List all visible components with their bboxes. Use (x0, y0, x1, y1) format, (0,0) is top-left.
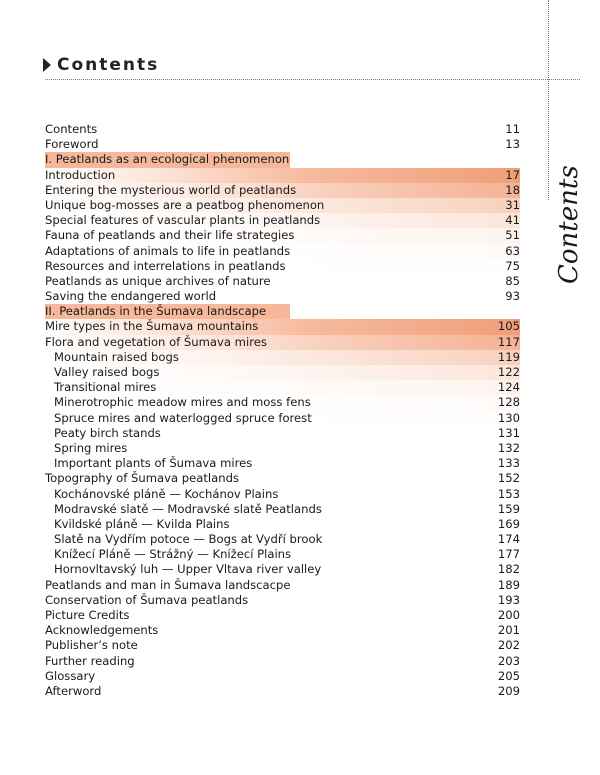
toc-entry-page: 18 (505, 182, 520, 197)
toc-entry-page: 205 (497, 668, 520, 683)
toc-entry-label: Peatlands and man in Šumava landscacpe (45, 577, 291, 592)
side-title: Contents (554, 165, 584, 284)
toc-subentry[interactable] (45, 562, 520, 577)
toc-subentry[interactable] (45, 441, 520, 456)
toc-section-label: II. Peatlands in the Šumava landscape (45, 304, 267, 319)
toc-entry[interactable] (45, 122, 520, 137)
toc-entry-label: Saving the endangered world (45, 289, 217, 304)
toc-entry[interactable] (43, 198, 520, 213)
toc-entry-page: 41 (505, 213, 520, 228)
toc-entry-page: 105 (497, 319, 520, 334)
toc-subentry[interactable] (43, 395, 520, 410)
page-title: Contents (57, 55, 160, 75)
toc-entry[interactable] (45, 578, 520, 593)
toc-subentry[interactable] (45, 487, 520, 502)
toc-entry-page: 75 (505, 258, 520, 273)
toc-entry-label: Glossary (45, 668, 96, 683)
toc-entry[interactable] (43, 228, 520, 243)
toc-entry[interactable] (45, 289, 520, 304)
toc-subentry[interactable] (43, 350, 520, 365)
toc-entry-label: Fauna of peatlands and their life strategies (45, 228, 295, 243)
page-header (43, 55, 159, 75)
toc-entry[interactable] (45, 638, 520, 653)
toc-entry-page: 124 (497, 380, 520, 395)
toc-entry-label: Modravské slatě — Modravské slatě Peatlands (54, 501, 322, 516)
toc-entry-label: Important plants of Šumava mires (54, 456, 253, 471)
toc-section-label: I. Peatlands as an ecological phenomenon (45, 152, 290, 167)
toc-entry-label: Kvildské pláně — Kvilda Plains (54, 516, 230, 531)
table-of-contents (45, 122, 520, 699)
toc-entry-label: Unique bog-mosses are a peatbog phenomenon (45, 197, 325, 212)
toc-entry-label: Spring mires (54, 440, 128, 455)
toc-entry[interactable] (45, 669, 520, 684)
toc-entry-label: Mountain raised bogs (54, 349, 179, 364)
toc-entry-page: 63 (505, 243, 520, 258)
toc-entry-page: 193 (497, 592, 520, 607)
toc-entry-label: Slatě na Vydřím potoce — Bogs at Vydří brook (54, 532, 323, 547)
toc-entry-label: Knížecí Pláně — Strážný — Knížecí Plains (54, 547, 292, 562)
toc-entry-page: 128 (497, 395, 520, 410)
toc-entry-page: 11 (505, 122, 520, 136)
toc-entry-page: 182 (497, 562, 520, 577)
toc-entry[interactable] (45, 137, 520, 152)
toc-entry-page: 13 (505, 137, 520, 152)
toc-entry-page: 122 (497, 365, 520, 379)
toc-subentry[interactable] (45, 502, 520, 517)
vertical-dotted-rule (548, 0, 549, 200)
toc-subentry[interactable] (45, 532, 520, 547)
toc-entry-page: 201 (497, 623, 520, 638)
toc-entry-label: Contents (45, 122, 98, 136)
toc-entry-page: 203 (497, 653, 520, 668)
toc-subentry[interactable] (45, 517, 520, 532)
toc-entry-label: Resources and interrelations in peatlands (45, 258, 286, 273)
toc-entry-page: 174 (497, 532, 520, 547)
toc-entry-page: 202 (497, 638, 520, 653)
triangle-right-icon (43, 58, 51, 72)
toc-entry[interactable] (45, 654, 520, 669)
toc-entry-page: 177 (497, 547, 520, 562)
toc-entry-label: Introduction (45, 167, 116, 182)
toc-entry-page: 152 (497, 471, 520, 486)
toc-entry-label: Kochánovské pláně — Kochánov Plains (54, 486, 279, 501)
toc-entry-page: 17 (505, 167, 520, 182)
toc-entry-page: 132 (497, 440, 520, 455)
toc-entry-label: Entering the mysterious world of peatlands (45, 182, 297, 197)
toc-entry-label: Minerotrophic meadow mires and moss fens (54, 395, 311, 410)
toc-entry-label: Peatlands as unique archives of nature (45, 273, 271, 288)
toc-entry-page: 85 (505, 273, 520, 288)
toc-subentry[interactable] (43, 411, 520, 426)
toc-entry-label: Conservation of Šumava peatlands (45, 592, 249, 607)
toc-entry-page: 153 (497, 486, 520, 501)
toc-subentry[interactable] (43, 365, 520, 380)
toc-entry-page: 209 (497, 683, 520, 698)
header-dotted-rule (45, 79, 580, 80)
toc-entry-label: Topography of Šumava peatlands (45, 471, 239, 486)
toc-entry-label: Flora and vegetation of Šumava mires (45, 334, 267, 349)
toc-entry-label: Mire types in the Šumava mountains (45, 319, 259, 334)
toc-entry-label: Acknowledgements (45, 623, 159, 638)
toc-entry-page: 169 (497, 516, 520, 531)
toc-entry-label: Spruce mires and waterlogged spruce forest (54, 410, 312, 425)
toc-entry[interactable] (43, 244, 520, 259)
toc-section-heading[interactable] (45, 304, 290, 319)
toc-subentry[interactable] (43, 380, 520, 395)
toc-subentry[interactable] (45, 426, 520, 441)
toc-entry-page: 119 (497, 349, 520, 364)
toc-entry[interactable] (43, 213, 520, 228)
toc-entry-page: 130 (497, 410, 520, 425)
toc-entry-label: Transitional mires (54, 380, 157, 395)
toc-entry-page: 31 (505, 197, 520, 212)
toc-entry-page: 117 (497, 334, 520, 349)
toc-subentry[interactable] (45, 547, 520, 562)
toc-entry[interactable] (45, 608, 520, 623)
toc-entry[interactable] (45, 593, 520, 608)
toc-entry-label: Special features of vascular plants in peatlands (45, 213, 321, 228)
toc-entry-page: 189 (497, 577, 520, 592)
toc-entry-page: 93 (505, 289, 520, 304)
toc-entry[interactable] (43, 259, 520, 274)
toc-subentry[interactable] (45, 456, 520, 471)
toc-entry-label: Publisher’s note (45, 638, 138, 653)
toc-entry-label: Valley raised bogs (54, 365, 160, 379)
toc-entry-page: 159 (497, 501, 520, 516)
toc-entry-page: 200 (497, 608, 520, 622)
toc-entry-label: Foreword (45, 137, 99, 152)
toc-entry-label: Adaptations of animals to life in peatlands (45, 243, 291, 258)
toc-entry[interactable] (45, 684, 520, 699)
toc-entry[interactable] (43, 168, 520, 183)
toc-entry[interactable] (45, 471, 520, 486)
toc-entry[interactable] (43, 319, 520, 334)
toc-entry[interactable] (43, 183, 520, 198)
toc-entry-page: 133 (497, 456, 520, 471)
toc-entry-label: Picture Credits (45, 608, 130, 622)
toc-entry[interactable] (43, 335, 520, 350)
toc-entry-page: 51 (505, 228, 520, 243)
toc-entry-label: Further reading (45, 653, 135, 668)
toc-entry-label: Afterword (45, 683, 102, 698)
toc-entry[interactable] (45, 274, 520, 289)
toc-section-heading[interactable] (45, 152, 290, 167)
toc-entry-label: Peaty birch stands (54, 425, 161, 440)
toc-entry[interactable] (45, 623, 520, 638)
toc-entry-page: 131 (497, 425, 520, 440)
toc-entry-label: Hornovltavský luh — Upper Vltava river valley (54, 562, 322, 577)
